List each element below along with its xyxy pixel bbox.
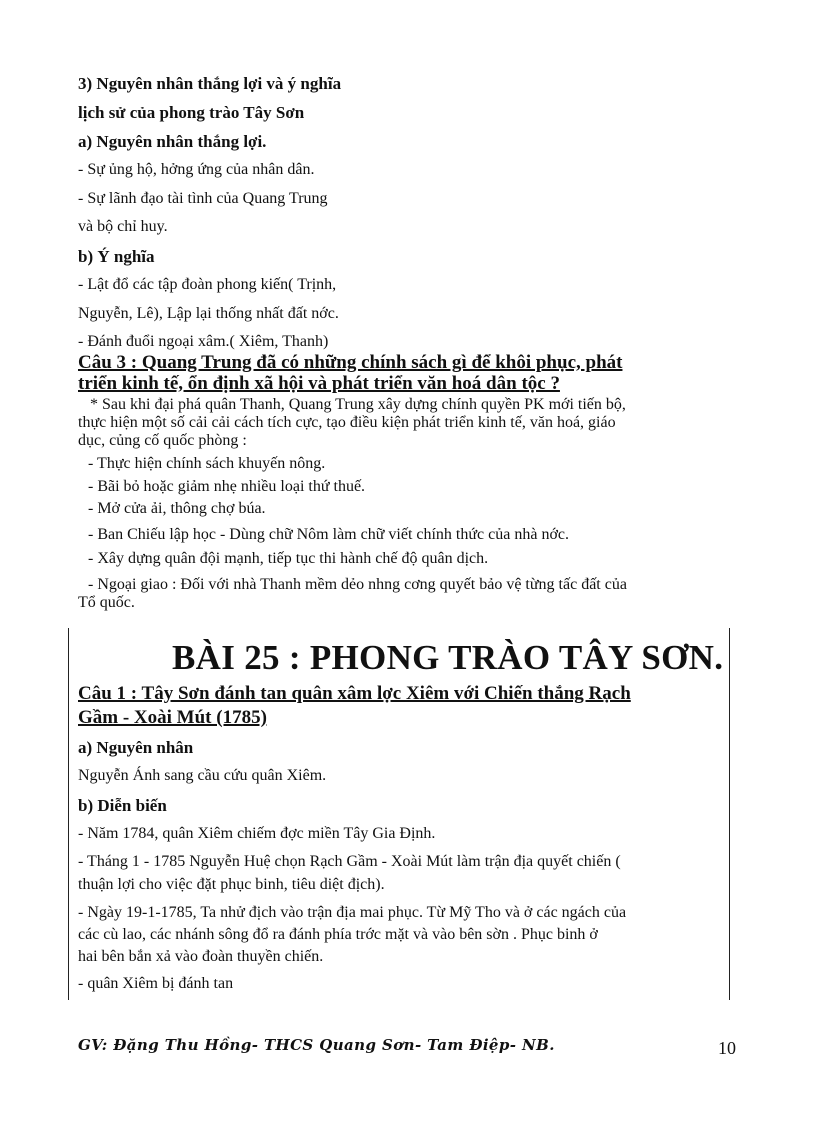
lesson-b-line: - quân Xiêm bị đánh tan xyxy=(78,975,234,992)
section3-a-line: - Sự ủng hộ, hởng ứng của nhân dân. xyxy=(78,161,315,178)
lesson-a-heading: a) Nguyên nhân xyxy=(78,738,194,757)
lesson-left-border xyxy=(68,628,69,1000)
question3-intro-line2: thực hiện một số cải cải cách tích cực, tạo điều kiện phát triển kinh tế, văn hoá, giáo xyxy=(78,414,616,431)
lesson-b-line: - Tháng 1 - 1785 Nguyễn Huệ chọn Rạch Gầm - Xoài Mút làm trận địa quyết chiến ( xyxy=(78,853,621,870)
lesson-b-line: các cù lao, các nhánh sông đổ ra đánh phía trớc mặt và vào bên sờn . Phục binh ở xyxy=(78,926,598,943)
section3-b-line: - Đánh đuổi ngoại xâm.( Xiêm, Thanh) xyxy=(78,333,329,350)
section3-a-line: và bộ chỉ huy. xyxy=(78,218,168,235)
question3-intro-line1: * Sau khi đại phá quân Thanh, Quang Trung xây dựng chính quyền PK mới tiến bộ, xyxy=(90,396,626,413)
question3-heading-line2: triển kinh tế, ổn định xã hội và phát triển văn hoá dân tộc ? xyxy=(78,373,560,394)
lesson-b-heading: b) Diễn biến xyxy=(78,796,167,815)
question3-bullet: - Thực hiện chính sách khuyến nông. xyxy=(88,455,326,472)
question3-bullet: - Xây dựng quân đội mạnh, tiếp tục thi hành chế độ quân dịch. xyxy=(88,550,489,567)
lesson-question1-line1: Câu 1 : Tây Sơn đánh tan quân xâm lợc Xiêm với Chiến thắng Rạch xyxy=(78,683,631,704)
section3-b-line: - Lật đổ các tập đoàn phong kiến( Trịnh, xyxy=(78,276,337,293)
section3-b-heading: b) Ý nghĩa xyxy=(78,247,155,266)
lesson-b-line: - Năm 1784, quân Xiêm chiếm đợc miền Tây Gia Định. xyxy=(78,825,436,842)
section3-title-line1: 3) Nguyên nhân thắng lợi và ý nghĩa xyxy=(78,74,342,93)
footer-author: GV: Đặng Thu Hồng- THCS Quang Sơn- Tam Điệp- NB. xyxy=(78,1036,555,1054)
question3-bullet: - Ban Chiếu lập học - Dùng chữ Nôm làm chữ viết chính thức của nhà nớc. xyxy=(88,526,570,543)
lesson-right-border xyxy=(729,628,730,1000)
lesson-question1-line2: Gầm - Xoài Mút (1785) xyxy=(78,707,267,728)
section3-a-line: - Sự lãnh đạo tài tình của Quang Trung xyxy=(78,190,328,207)
question3-diplomacy-line1: - Ngoại giao : Đối với nhà Thanh mềm dẻo nhng cơng quyết bảo vệ từng tấc đất của xyxy=(88,576,627,593)
lesson-a-text: Nguyễn Ánh sang cầu cứu quân Xiêm. xyxy=(78,767,327,784)
lesson-b-line: - Ngày 19-1-1785, Ta nhử địch vào trận địa mai phục. Từ Mỹ Tho và ở các ngách của xyxy=(78,904,627,921)
section3-a-heading: a) Nguyên nhân thắng lợi. xyxy=(78,132,267,151)
lesson-b-line: thuận lợi cho việc đặt phục binh, tiêu diệt địch). xyxy=(78,876,385,893)
question3-bullet: - Mở cửa ải, thông chợ búa. xyxy=(88,500,266,517)
question3-diplomacy-line2: Tổ quốc. xyxy=(78,594,135,611)
question3-bullet: - Bãi bỏ hoặc giảm nhẹ nhiều loại thứ thuế. xyxy=(88,478,366,495)
section3-title-line2: lịch sử của phong trào Tây Sơn xyxy=(78,103,305,122)
section3-b-line: Nguyễn, Lê), Lập lại thống nhất đất nớc. xyxy=(78,305,339,322)
lesson-title: BÀI 25 : PHONG TRÀO TÂY SƠN. xyxy=(172,638,724,677)
question3-intro-line3: dục, củng cố quốc phòng : xyxy=(78,432,247,449)
lesson-b-line: hai bên bắn xả vào đoàn thuyền chiến. xyxy=(78,948,324,965)
page-number: 10 xyxy=(718,1038,736,1058)
question3-heading-line1: Câu 3 : Quang Trung đã có những chính sách gì để khôi phục, phát xyxy=(78,352,623,373)
